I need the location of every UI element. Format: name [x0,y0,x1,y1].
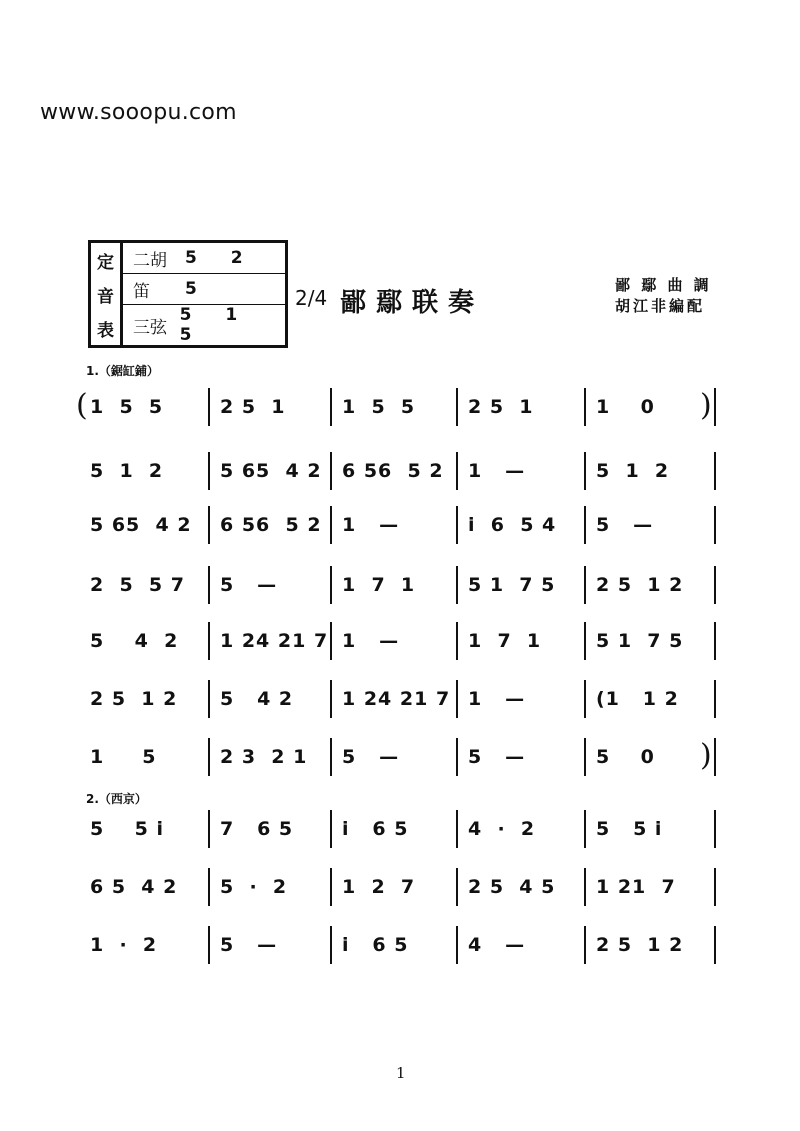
section-label: 1.（鋸缸鋪） [86,364,159,378]
bar-line [714,738,716,776]
measure: 6 56 5 2 [342,460,444,482]
time-signature: 2/4 [295,286,328,310]
notation-line [80,622,720,666]
measure: 2 3 2 1 [220,746,308,768]
measure: 4 — [468,934,526,956]
bar-line [208,622,210,660]
bar-line [456,926,458,964]
credit-line: 鄙 鄢 曲 調 [615,276,712,294]
notation-line [80,810,720,854]
bar-line [208,926,210,964]
bar-line [208,810,210,848]
bar-line [714,566,716,604]
bar-line [584,810,586,848]
notation-line [80,926,720,970]
website-url[interactable]: www.sooopu.com [40,100,237,125]
measure: 6 5 4 2 [90,876,178,898]
measure: 7 6 5 [220,818,294,840]
bar-line [330,868,332,906]
measure: 2 5 4 5 [468,876,556,898]
notation-line [80,452,720,496]
measure: 5 4 2 [220,688,294,710]
notation-line [80,566,720,610]
measure: 1 24 21 7 [342,688,451,710]
measure: 1 7 1 [342,574,416,596]
tuning-row-di [123,274,285,305]
notation-line [80,738,720,782]
bar-line [584,926,586,964]
instrument-notes: 5 2 [185,248,257,268]
bar-line [456,388,458,426]
credits [615,275,712,317]
tuning-label-char: 音 [97,286,114,307]
repeat-close: ) [700,738,712,773]
bar-line [584,680,586,718]
measure: i 6 5 [342,934,409,956]
bar-line [330,810,332,848]
tuning-label-char: 表 [97,320,114,341]
tuning-label-char: 定 [97,252,114,273]
measure: (1 1 2 [596,688,679,710]
bar-line [456,506,458,544]
section-label: 2.（西京） [86,792,147,806]
measure: 5 4 2 [90,630,179,652]
bar-line [714,926,716,964]
measure: 5 5 i [596,818,663,840]
measure: 5 · 2 [220,876,288,898]
bar-line [330,926,332,964]
measure: 1 — [468,688,526,710]
notation-line [80,868,720,912]
bar-line [584,868,586,906]
bar-line [584,452,586,490]
notation-line [80,506,720,550]
instrument-notes: 5 [185,279,211,299]
bar-line [208,506,210,544]
bar-line [208,868,210,906]
measure: 1 — [342,514,400,536]
bar-line [714,506,716,544]
measure: 1 5 5 [342,396,416,418]
measure: 5 65 4 2 [220,460,322,482]
tuning-row-erhu [123,243,285,274]
bar-line [456,868,458,906]
bar-line [584,622,586,660]
bar-line [330,738,332,776]
instrument-name: 笛 [133,281,150,302]
bar-line [208,680,210,718]
bar-line [330,622,332,660]
measure: 1 7 1 [468,630,542,652]
bar-line [456,738,458,776]
measure: 2 5 1 2 [90,688,178,710]
measure: 5 0 [596,746,655,768]
bar-line [456,622,458,660]
credit-line: 胡江非編配 [615,297,706,315]
measure: 5 — [468,746,526,768]
measure: 1 5 [90,746,157,768]
bar-line [208,388,210,426]
bar-line [584,566,586,604]
bar-line [330,388,332,426]
notation-line [80,680,720,724]
measure: 5 65 4 2 [90,514,192,536]
bar-line [330,452,332,490]
measure: 1 — [468,460,526,482]
bar-line [208,566,210,604]
measure: 1 24 21 7 [220,630,329,652]
measure: 4 · 2 [468,818,536,840]
measure: 1 — [342,630,400,652]
measure: 2 5 5 7 [90,574,185,596]
bar-line [456,566,458,604]
bar-line [208,452,210,490]
bar-line [714,388,716,426]
tuning-table [88,240,288,348]
measure: 1 5 5 [90,396,164,418]
measure: 5 — [596,514,654,536]
repeat-open: ( [76,388,88,423]
measure: 5 1 7 5 [468,574,556,596]
repeat-close: ) [700,388,712,423]
bar-line [456,680,458,718]
instrument-name: 三弦 [133,317,167,338]
bar-line [714,680,716,718]
instrument-notes: 5 1 5 [179,305,252,345]
page-number: 1 [396,1064,406,1082]
bar-line [584,388,586,426]
measure: 1 · 2 [90,934,158,956]
measure: 2 5 1 2 [596,934,684,956]
bar-line [714,452,716,490]
bar-line [714,622,716,660]
bar-line [584,738,586,776]
measure: 5 1 2 [596,460,670,482]
bar-line [208,738,210,776]
bar-line [330,566,332,604]
bar-line [714,810,716,848]
instrument-name: 二胡 [133,250,167,271]
bar-line [456,452,458,490]
notation-line [76,388,720,432]
measure: 2 5 1 [468,396,534,418]
measure: 5 5 i [90,818,165,840]
measure: 1 21 7 [596,876,676,898]
bar-line [714,868,716,906]
measure: 1 2 7 [342,876,416,898]
measure: 5 — [342,746,400,768]
measure: i 6 5 4 [468,514,557,536]
tuning-row-sanxian [123,305,285,345]
bar-line [456,810,458,848]
measure: 5 — [220,934,278,956]
piece-title: 鄙鄢联奏 [340,288,485,318]
measure: 5 1 2 [90,460,164,482]
bar-line [584,506,586,544]
measure: 5 1 7 5 [596,630,684,652]
measure: 1 0 [596,396,655,418]
bar-line [330,506,332,544]
measure: 5 — [220,574,278,596]
tuning-table-label [91,243,123,345]
measure: 2 5 1 [220,396,286,418]
measure: 2 5 1 2 [596,574,684,596]
measure: 6 56 5 2 [220,514,322,536]
bar-line [330,680,332,718]
measure: i 6 5 [342,818,409,840]
